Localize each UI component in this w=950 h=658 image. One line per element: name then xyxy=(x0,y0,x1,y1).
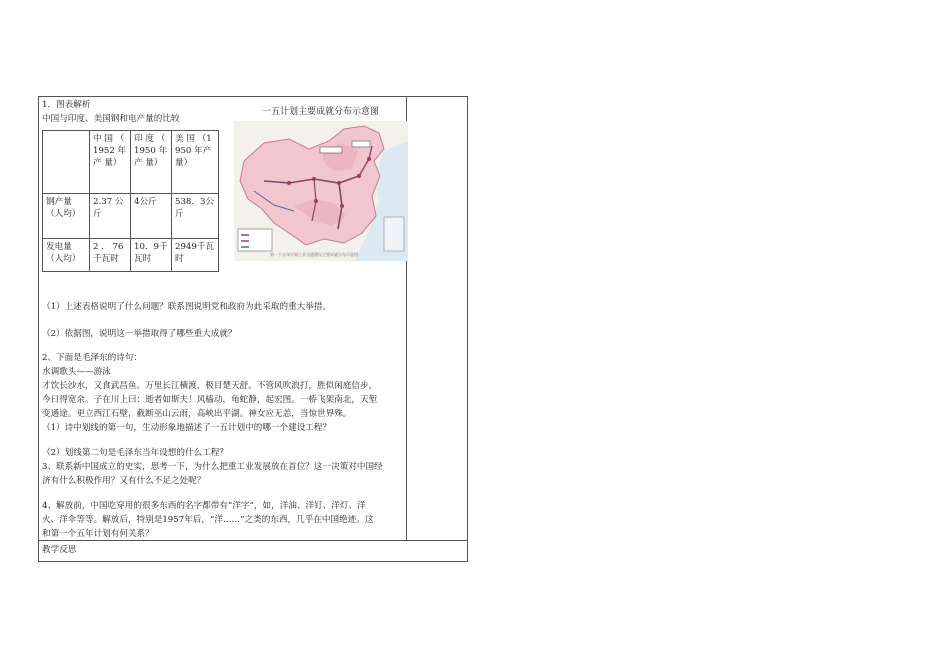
question-2-1: （1）诗中划线的第一句，生动形象地描述了一五计划中的哪一个建设工程？ xyxy=(42,423,332,433)
map-title: 一五计划主要成就分布示意图 xyxy=(262,107,380,117)
section1-subtitle: 中国与印度、美国钢和电产量的比较 xyxy=(42,114,180,124)
table-row xyxy=(43,239,219,272)
question-1-1: （1）上述表格说明了什么问题？联系图说明党和政府为此采取的重大举措。 xyxy=(42,302,332,312)
comparison-table xyxy=(42,130,219,272)
table-cell: 538．3公斤 xyxy=(172,194,219,239)
question-4-line: 4、解放前，中国吃穿用的很多东西的名字都带有“洋字”，如，洋油、洋钉、洋灯、洋 xyxy=(42,501,366,511)
question-3-line: 3、联系新中国成立的史实，思考一下，为什么把重工业发展放在首位？这一决策对中国经 xyxy=(42,462,383,472)
table-cell: 2.37 公斤 xyxy=(90,194,131,239)
table-cell: 钢产量（人均） xyxy=(43,194,90,239)
table-header-cell: 中 国 （ 1952 年 产 量） xyxy=(90,131,131,194)
table-cell: 4公斤 xyxy=(131,194,172,239)
map-caption: 第一个五年计划工业交通建设主要成就分布示意图 xyxy=(270,252,358,257)
table-header-cell: 美 国 （1950 年产量） xyxy=(172,131,219,194)
poem-title: 水调歌头——游泳 xyxy=(42,367,111,377)
poem-line: 才饮长沙水，又食武昌鱼。万里长江横渡，极目楚天舒。不管风吹浪打，胜似闲庭信步， xyxy=(42,381,378,391)
table-header-cell xyxy=(43,131,90,194)
section1-heading: 1．图表解析 xyxy=(42,100,91,110)
question-2-2: （2）划线第二句是毛泽东当年设想的什么工程？ xyxy=(42,448,228,458)
table-cell: 2 ． 76 千瓦时 xyxy=(90,239,131,272)
question-4-line: 和第一个五年计划有何关系？ xyxy=(42,529,154,539)
question-1-2: （2）依据图，说明这一举措取得了哪些重大成就？ xyxy=(42,329,237,339)
reflection-label: 教学反思 xyxy=(42,545,77,555)
table-row xyxy=(43,194,219,239)
poem-line: 今日得宽余。子在川上曰：逝者如斯夫！风樯动，龟蛇静，起宏图。一桥飞架南北，天堑 xyxy=(42,395,378,405)
question-3-line: 济有什么积极作用？又有什么不足之处呢？ xyxy=(42,476,206,486)
china-map-image xyxy=(234,121,408,261)
table-header-row xyxy=(43,131,219,194)
table-cell: 2949千瓦时 xyxy=(172,239,219,272)
question-4-line: 火、洋伞等等。解放后，特别是1957年后，“洋……”之类的东西，几乎在中国绝迹。这 xyxy=(42,515,374,525)
table-cell: 10．9千瓦时 xyxy=(131,239,172,272)
poem-line: 变通途。更立西江石壁，截断巫山云雨，高峡出平湖。神女应无恙，当惊世界殊。 xyxy=(42,409,352,419)
row-divider xyxy=(38,540,468,541)
section2-heading: 2、下面是毛泽东的诗句： xyxy=(42,353,142,363)
table-header-cell: 印 度 （ 1950 年 产 量） xyxy=(131,131,172,194)
table-cell: 发电量（人均） xyxy=(43,239,90,272)
